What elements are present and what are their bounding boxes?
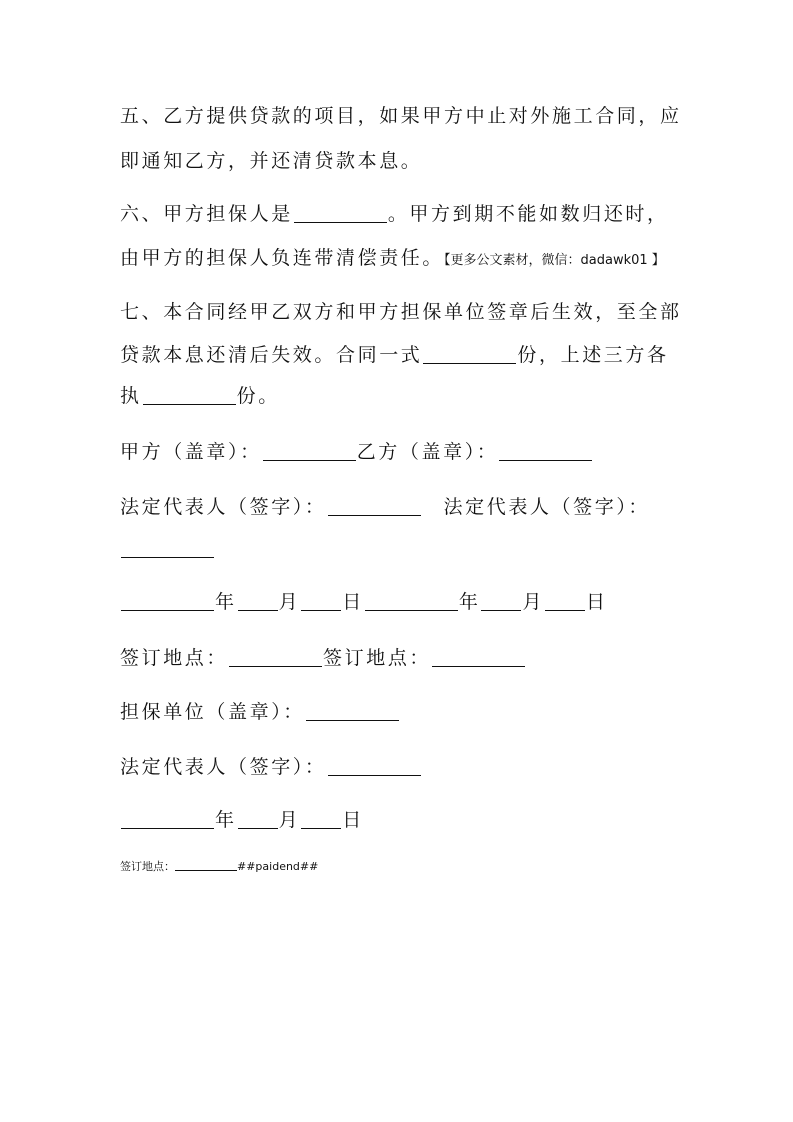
month-label-2: 月 <box>522 591 545 613</box>
clause-7-text: 七、本合同经甲乙双方和甲方担保单位签章后生效，至全部 <box>120 301 682 323</box>
guarantor-rep-blank[interactable] <box>328 757 421 776</box>
legal-rep-a-label: 法定代表人（签字）： <box>120 496 327 518</box>
date-c-day-blank[interactable] <box>301 810 341 829</box>
copies-total-blank[interactable] <box>423 345 516 364</box>
legal-rep-b-blank-line <box>120 537 215 561</box>
legal-rep-line <box>120 495 650 519</box>
clause-6-line-2 <box>120 246 665 273</box>
date-line-1 <box>120 590 608 614</box>
party-seal-line <box>120 440 593 464</box>
year-label-3: 年 <box>215 809 237 831</box>
copies-each-blank[interactable] <box>143 386 236 405</box>
date-b-year-blank[interactable] <box>365 592 458 611</box>
guarantor-seal-line <box>120 700 400 724</box>
day-label-3: 日 <box>342 809 364 831</box>
day-label: 日 <box>342 591 364 613</box>
year-label-2: 年 <box>458 591 481 613</box>
date-b-day-blank[interactable] <box>545 592 585 611</box>
party-a-seal-label: 甲方（盖章）： <box>120 441 262 463</box>
promo-text: 【更多公文素材，微信：dadawk01 】 <box>444 253 665 268</box>
party-a-seal-blank[interactable] <box>263 442 356 461</box>
date-b-month-blank[interactable] <box>481 592 521 611</box>
clause-7-text-3: 份，上述三方各 <box>517 344 669 366</box>
sign-place-line <box>120 646 526 670</box>
clause-6-text: 六、甲方担保人是 <box>120 203 293 225</box>
clause-7-line-2 <box>120 343 669 367</box>
clause-7-line-1 <box>120 300 682 324</box>
footer-place-blank[interactable] <box>175 860 237 871</box>
clause-6-text-2: 。甲方到期不能如数归还时， <box>387 203 669 225</box>
clause-5-text: 五、乙方提供贷款的项目，如果甲方中止对外施工合同，应 <box>120 105 682 127</box>
clause-7-text-5: 份。 <box>236 385 280 407</box>
footer-place-label: 签订地点： <box>120 860 175 873</box>
clause-7-text-4: 执 <box>120 385 142 407</box>
clause-7-text-2: 贷款本息还清后失效。合同一式 <box>120 344 423 366</box>
clause-7-line-3 <box>120 384 280 408</box>
sign-place-a-label: 签订地点： <box>120 647 229 669</box>
party-b-seal-blank[interactable] <box>499 442 592 461</box>
clause-5-line-2 <box>120 149 422 173</box>
date-a-day-blank[interactable] <box>301 592 341 611</box>
guarantor-seal-label: 担保单位（盖章）： <box>120 701 305 723</box>
sign-place-b-label: 签订地点： <box>323 647 432 669</box>
clause-6-text-3: 由甲方的担保人负连带清偿责任。 <box>120 247 445 269</box>
sign-place-b-blank[interactable] <box>432 648 525 667</box>
guarantor-blank[interactable] <box>294 204 387 223</box>
legal-rep-b-blank[interactable] <box>121 539 214 558</box>
party-b-seal-label: 乙方（盖章）： <box>356 441 499 463</box>
year-label: 年 <box>215 591 237 613</box>
legal-rep-b-label: 法定代表人（签字）： <box>443 496 651 518</box>
sign-place-a-blank[interactable] <box>229 648 322 667</box>
clause-6-line-1 <box>120 202 669 226</box>
month-label: 月 <box>278 591 301 613</box>
paidend-marker: ##paidend## <box>237 860 319 873</box>
clause-5-line-1 <box>120 104 682 128</box>
clause-5-text-2: 即通知乙方，并还清贷款本息。 <box>120 150 423 172</box>
date-c-month-blank[interactable] <box>238 810 278 829</box>
date-a-month-blank[interactable] <box>238 592 278 611</box>
legal-rep-a-blank[interactable] <box>328 497 421 516</box>
date-c-year-blank[interactable] <box>121 810 214 829</box>
day-label-2: 日 <box>586 591 608 613</box>
guarantor-rep-label: 法定代表人（签字）： <box>120 756 327 778</box>
date-a-year-blank[interactable] <box>121 592 214 611</box>
guarantor-rep-line <box>120 755 422 779</box>
month-label-3: 月 <box>278 809 301 831</box>
guarantor-seal-blank[interactable] <box>306 702 399 721</box>
date-line-2 <box>120 808 364 832</box>
footer-line <box>120 858 318 874</box>
